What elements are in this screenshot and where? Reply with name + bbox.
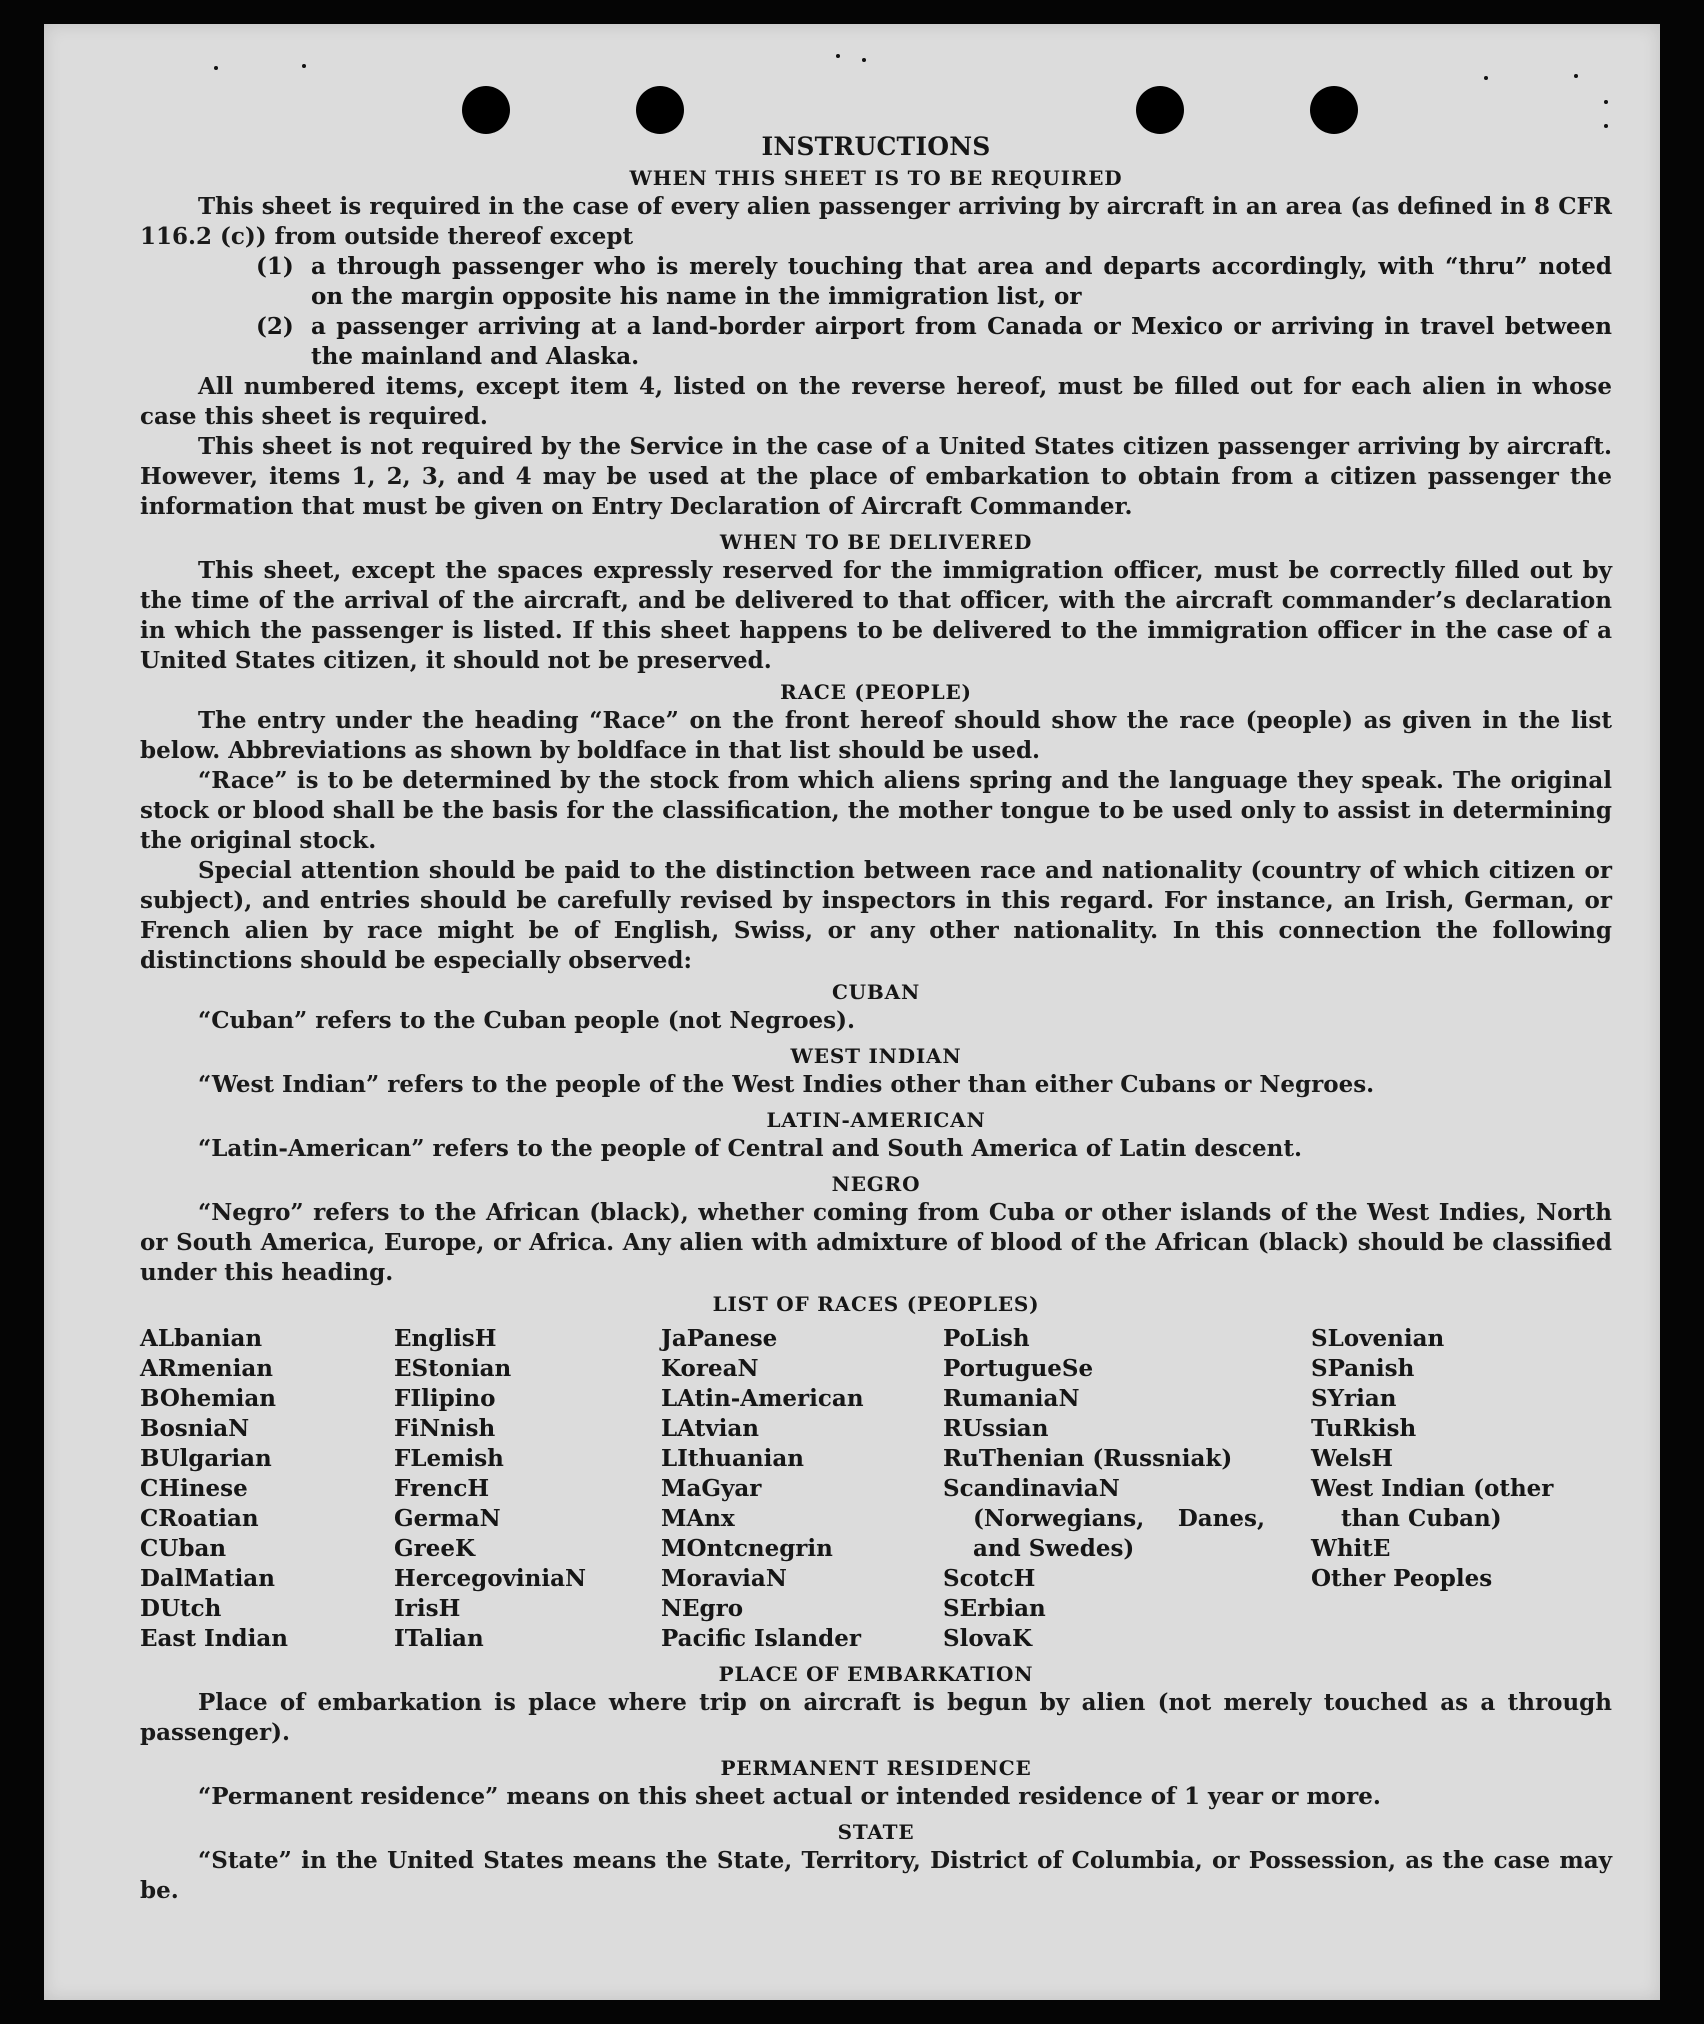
permanent-residence-text: “Permanent residence” means on this sheet actual or intended residence of 1 year or more. bbox=[198, 1783, 1381, 1810]
race-item: LIthuanian bbox=[661, 1445, 804, 1472]
race-item: ALbanian bbox=[140, 1325, 263, 1352]
dust-speck bbox=[1574, 74, 1578, 78]
race-list bbox=[140, 1324, 1612, 1654]
heading-when-delivered: WHEN TO BE DELIVERED bbox=[719, 530, 1033, 554]
race-item: JaPanese bbox=[661, 1325, 778, 1352]
race-column bbox=[394, 1324, 661, 1654]
cuban-text: “Cuban” refers to the Cuban people (not Negroes). bbox=[198, 1007, 856, 1034]
latin-american-text: “Latin-American” refers to the people of Central and South America of Latin descent. bbox=[198, 1135, 1302, 1162]
race-item: ITalian bbox=[394, 1625, 484, 1652]
race-item: DUtch bbox=[140, 1595, 222, 1622]
race-item: ScotcH bbox=[943, 1565, 1036, 1592]
race-item: FiNnish bbox=[394, 1415, 496, 1442]
race-item: MoraviaN bbox=[661, 1565, 787, 1592]
race-item: FIlipino bbox=[394, 1385, 496, 1412]
race-item: HercegoviniaN bbox=[394, 1565, 587, 1592]
race-para1: The entry under the heading “Race” on the front hereof should show the race (people) as given in the list below. Abbreviations as shown by boldface in that list should be used. bbox=[140, 707, 1612, 764]
dust-speck bbox=[862, 58, 866, 62]
race-item: KoreaN bbox=[661, 1355, 759, 1382]
exception-clause bbox=[140, 312, 1612, 372]
race-item: RumaniaN bbox=[943, 1385, 1080, 1412]
heading-latin-american: LATIN-AMERICAN bbox=[766, 1108, 986, 1132]
race-item: West Indian (other than Cuban) bbox=[1311, 1475, 1554, 1532]
race-item: BUlgarian bbox=[140, 1445, 272, 1472]
race-item: LAtin-American bbox=[661, 1385, 864, 1412]
dust-speck bbox=[1604, 100, 1608, 104]
race-item: MaGyar bbox=[661, 1475, 762, 1502]
exception-clauses bbox=[140, 252, 1612, 372]
race-item: ScandinaviaN (Norwegians, Danes, and Swedes) bbox=[943, 1475, 1265, 1562]
race-item: FrencH bbox=[394, 1475, 490, 1502]
race-item: SLovenian bbox=[1311, 1325, 1445, 1352]
race-item: SPanish bbox=[1311, 1355, 1415, 1382]
race-item: PortugueSe bbox=[943, 1355, 1094, 1382]
race-item: CHinese bbox=[140, 1475, 248, 1502]
when-required-intro: This sheet is required in the case of every alien passenger arriving by aircraft in an area (as defined in 8 CFR 116.2 (c)) from outside thereof except bbox=[140, 193, 1612, 250]
negro-text: “Negro” refers to the African (black), whether coming from Cuba or other islands of the West Indies, North or South America, Europe, or Africa. Any alien with admixture of blood of the African (black) should be classified under this heading. bbox=[140, 1199, 1612, 1286]
race-item: WhitE bbox=[1311, 1535, 1391, 1562]
race-item: EnglisH bbox=[394, 1325, 497, 1352]
race-item: CRoatian bbox=[140, 1505, 259, 1532]
race-item: NEgro bbox=[661, 1595, 744, 1622]
race-column bbox=[661, 1324, 943, 1654]
race-item: EStonian bbox=[394, 1355, 512, 1382]
race-item: GreeK bbox=[394, 1535, 476, 1562]
race-item: Pacific Islander bbox=[661, 1625, 861, 1652]
race-item: FLemish bbox=[394, 1445, 504, 1472]
heading-when-required: WHEN THIS SHEET IS TO BE REQUIRED bbox=[629, 166, 1123, 190]
race-item: SErbian bbox=[943, 1595, 1046, 1622]
page-title: INSTRUCTIONS bbox=[761, 132, 991, 161]
race-item: TuRkish bbox=[1311, 1415, 1417, 1442]
dust-speck bbox=[302, 64, 306, 68]
race-item: BOhemian bbox=[140, 1385, 276, 1412]
clause-text: a through passenger who is merely touching that area and departs accordingly, with “thru” noted on the margin opposite his name in the immigration list, or bbox=[311, 253, 1612, 310]
when-required-para2: All numbered items, except item 4, listed on the reverse hereof, must be filled out for each alien in whose case this sheet is required. bbox=[140, 373, 1612, 430]
race-item: CUban bbox=[140, 1535, 227, 1562]
heading-state: STATE bbox=[837, 1820, 915, 1844]
exception-clause bbox=[140, 252, 1612, 312]
race-item: PoLish bbox=[943, 1325, 1030, 1352]
when-required-para3: This sheet is not required by the Service in the case of a United States citizen passenger arriving by aircraft. However, items 1, 2, 3, and 4 may be used at the place of embarkation to obtain from a citizen passenger the information that must be given on Entry Declaration of Aircraft Commander. bbox=[140, 433, 1612, 520]
race-column bbox=[943, 1324, 1311, 1654]
race-item: MAnx bbox=[661, 1505, 735, 1532]
race-item: BosniaN bbox=[140, 1415, 250, 1442]
race-para3: Special attention should be paid to the distinction between race and nationality (country of which citizen or subject), and entries should be carefully revised by inspectors in this regard. For instance, an Irish, German, or French alien by race might be of English, Swiss, or any other nationality. In this connection the following distinctions should be especially observed: bbox=[140, 857, 1612, 974]
heading-west-indian: WEST INDIAN bbox=[790, 1044, 962, 1068]
punch-hole bbox=[1310, 86, 1358, 134]
race-item: East Indian bbox=[140, 1625, 288, 1652]
document-page bbox=[44, 24, 1660, 2000]
dust-speck bbox=[214, 66, 218, 70]
punch-hole bbox=[1136, 86, 1184, 134]
race-item: WelsH bbox=[1311, 1445, 1394, 1472]
race-column bbox=[1311, 1324, 1611, 1654]
race-item: SYrian bbox=[1311, 1385, 1397, 1412]
punch-hole bbox=[462, 86, 510, 134]
document-content bbox=[140, 128, 1612, 1906]
clause-number: (1) bbox=[256, 253, 294, 280]
heading-negro: NEGRO bbox=[831, 1172, 921, 1196]
heading-permanent-residence: PERMANENT RESIDENCE bbox=[720, 1756, 1032, 1780]
race-item: GermaN bbox=[394, 1505, 501, 1532]
heading-race: RACE (PEOPLE) bbox=[780, 680, 972, 704]
race-item: RuThenian (Russniak) bbox=[943, 1445, 1233, 1472]
race-item: DalMatian bbox=[140, 1565, 275, 1592]
heading-cuban: CUBAN bbox=[831, 980, 921, 1004]
heading-list-of-races: LIST OF RACES (PEOPLES) bbox=[712, 1292, 1040, 1316]
when-delivered-text: This sheet, except the spaces expressly reserved for the immigration officer, must be correctly filled out by the time of the arrival of the aircraft, and be delivered to that officer, with the aircraft commander’s declaration in which the passenger is listed. If this sheet happens to be delivered to the immigration officer in the case of a United States citizen, it should not be preserved. bbox=[140, 557, 1612, 674]
race-column bbox=[140, 1324, 394, 1654]
dust-speck bbox=[836, 54, 840, 58]
race-item: MOntcnegrin bbox=[661, 1535, 833, 1562]
clause-text: a passenger arriving at a land-border airport from Canada or Mexico or arriving in travel between the mainland and Alaska. bbox=[311, 313, 1612, 370]
place-of-embarkation-text: Place of embarkation is place where trip on aircraft is begun by alien (not merely touched as a through passenger). bbox=[140, 1689, 1612, 1746]
dust-speck bbox=[1484, 76, 1488, 80]
clause-number: (2) bbox=[256, 313, 294, 340]
race-item: LAtvian bbox=[661, 1415, 759, 1442]
punch-hole bbox=[636, 86, 684, 134]
race-item: RUssian bbox=[943, 1415, 1049, 1442]
race-item: ARmenian bbox=[140, 1355, 274, 1382]
race-item: Other Peoples bbox=[1311, 1565, 1493, 1592]
heading-place-of-embarkation: PLACE OF EMBARKATION bbox=[718, 1662, 1034, 1686]
race-para2: “Race” is to be determined by the stock from which aliens spring and the language they speak. The original stock or blood shall be the basis for the classification, the mother tongue to be used only to assist in determining the original stock. bbox=[140, 767, 1612, 854]
state-text: “State” in the United States means the State, Territory, District of Columbia, or Possession, as the case may be. bbox=[140, 1847, 1612, 1904]
race-item: IrisH bbox=[394, 1595, 461, 1622]
west-indian-text: “West Indian” refers to the people of the West Indies other than either Cubans or Negroes. bbox=[198, 1071, 1375, 1098]
race-item: SlovaK bbox=[943, 1625, 1032, 1652]
